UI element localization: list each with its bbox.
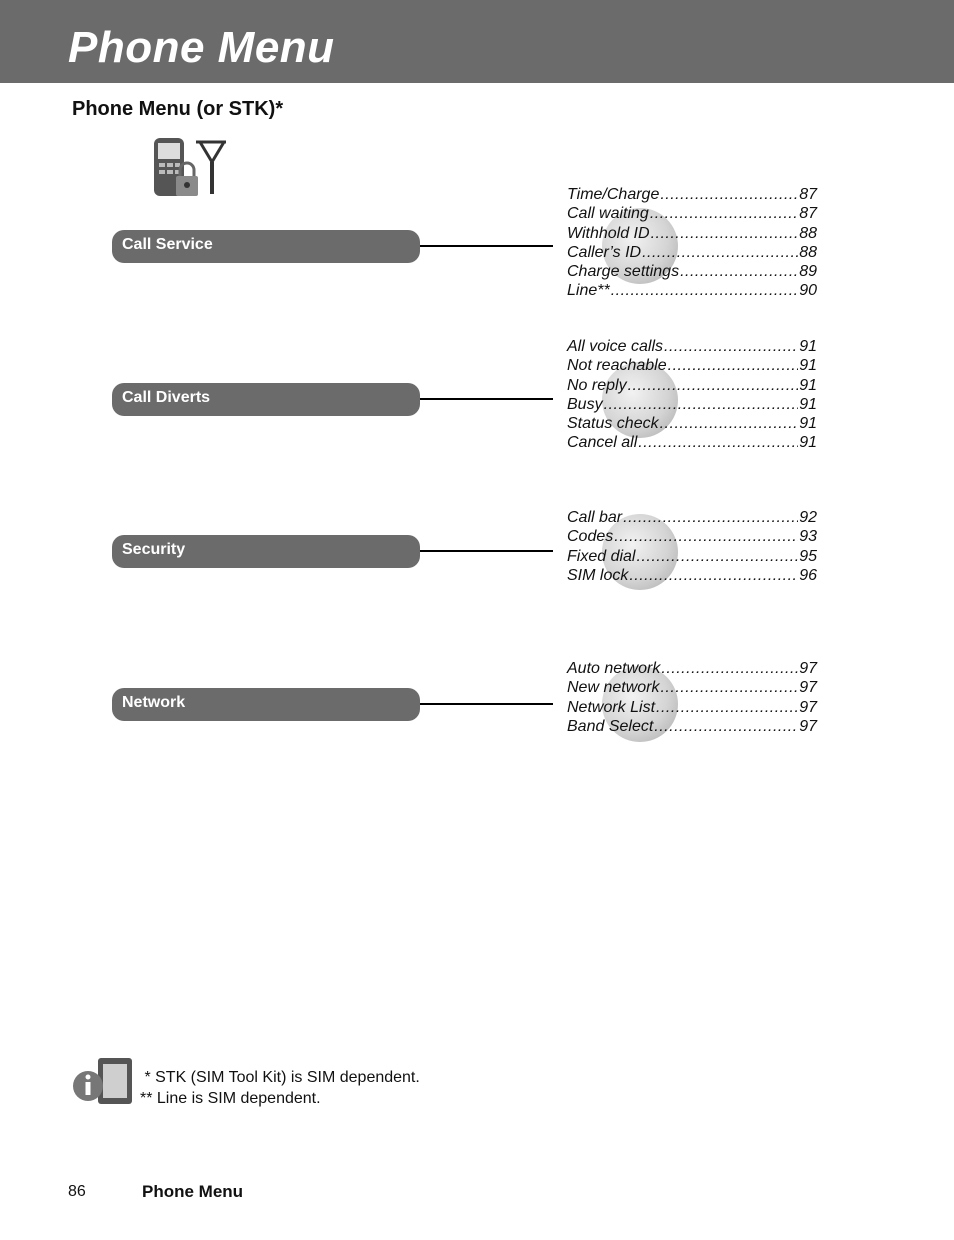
section-label-network: Network	[112, 688, 420, 721]
menu-item: Band Select ..... 97	[567, 717, 817, 736]
footnote-stk: * STK (SIM Tool Kit) is SIM dependent.	[140, 1069, 420, 1086]
menu-item-list	[567, 659, 817, 736]
menu-item-list	[567, 337, 817, 453]
menu-item: Not reachable ..... 91	[567, 356, 817, 375]
menu-item: Caller’s ID ..... 88	[567, 243, 817, 262]
menu-item: Codes ..... 93	[567, 527, 817, 546]
menu-item: Withhold ID ..... 88	[567, 224, 817, 243]
menu-item: No reply ..... 91	[567, 376, 817, 395]
menu-item: Busy ..... 91	[567, 395, 817, 414]
page-header	[0, 0, 954, 83]
phone-lock-icon	[152, 136, 228, 200]
menu-item: Network List ..... 97	[567, 698, 817, 717]
menu-item: Auto network ..... 97	[567, 659, 817, 678]
menu-item-list	[567, 185, 817, 301]
menu-item: SIM lock ..... 96	[567, 566, 817, 585]
connector-line	[420, 703, 553, 705]
menu-item: All voice calls ..... 91	[567, 337, 817, 356]
connector-line	[420, 550, 553, 552]
menu-item: Charge settings ..... 89	[567, 262, 817, 281]
page-title: Phone Menu	[68, 23, 335, 72]
section-subtitle: Phone Menu (or STK)*	[72, 98, 284, 120]
menu-item: Call bar ..... 92	[567, 508, 817, 527]
section-label-security: Security	[112, 535, 420, 568]
connector-line	[420, 398, 553, 400]
footnotes	[140, 1067, 420, 1109]
footer-title: Phone Menu	[142, 1182, 244, 1201]
page-number: 86	[68, 1183, 86, 1200]
menu-item: New network ..... 97	[567, 678, 817, 697]
menu-item: Cancel all ..... 91	[567, 433, 817, 452]
menu-item: Status check ..... 91	[567, 414, 817, 433]
menu-item: Time/Charge ..... 87	[567, 185, 817, 204]
info-sim-icon	[70, 1056, 136, 1108]
menu-item: Line** ..... 90	[567, 281, 817, 300]
section-label-call-diverts: Call Diverts	[112, 383, 420, 416]
connector-line	[420, 245, 553, 247]
section-label-call-service: Call Service	[112, 230, 420, 263]
menu-item-list	[567, 508, 817, 585]
footnote-line: ** Line is SIM dependent.	[140, 1090, 321, 1107]
menu-item: Call waiting ..... 87	[567, 204, 817, 223]
menu-item: Fixed dial ..... 95	[567, 547, 817, 566]
